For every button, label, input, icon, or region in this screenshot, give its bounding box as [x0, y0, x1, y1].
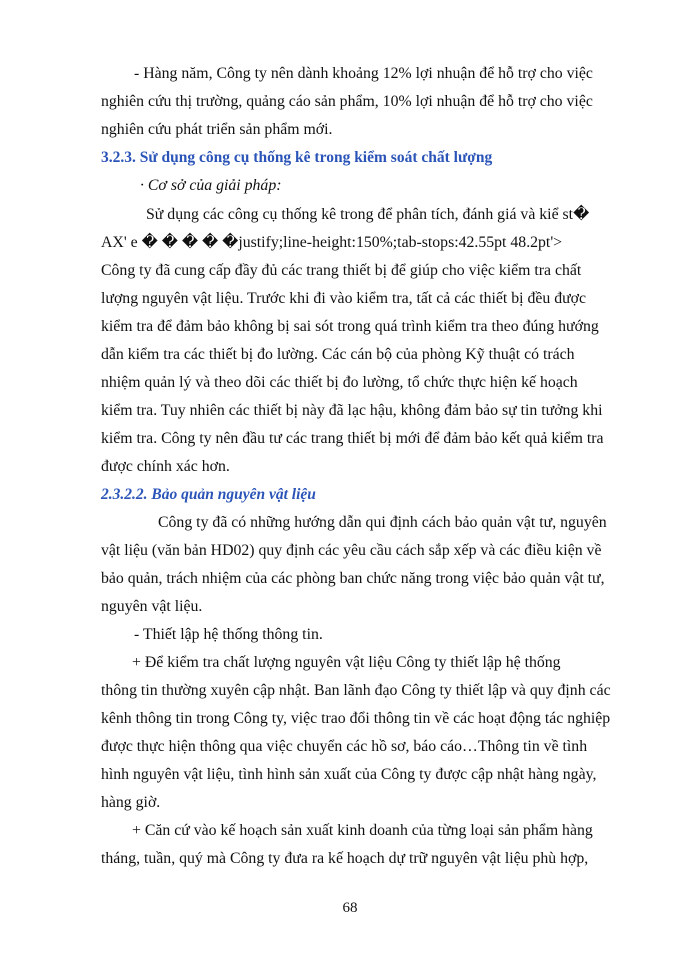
- paragraph-line: bảo quản, trách nhiệm của các phòng ban chức năng trong việc bảo quản vật tư,: [101, 570, 605, 587]
- paragraph-line: - Hàng năm, Công ty nên dành khoảng 12% lợi nhuận để hỗ trợ cho việc: [134, 65, 593, 82]
- paragraph-line: tháng, tuần, quý mà Công ty đưa ra kế hoạch dự trữ nguyên vật liệu phù hợp,: [101, 850, 589, 867]
- paragraph-line: nghiên cứu thị trường, quảng cáo sản phẩm, 10% lợi nhuận để hỗ trợ cho việc: [101, 93, 593, 110]
- paragraph-line: AX' e � � � � �justify;line-height:150%;tab-stops:42.55pt 48.2pt'>: [101, 234, 563, 251]
- paragraph-line: nghiên cứu phát triển sản phẩm mới.: [101, 121, 333, 138]
- paragraph-line: Công ty đã cung cấp đầy đủ các trang thiết bị để giúp cho việc kiểm tra chất: [101, 262, 582, 279]
- paragraph-line: vật liệu (văn bản HD02) quy định các yêu cầu cách sắp xếp và các điều kiện về: [101, 542, 602, 559]
- paragraph-line: dẫn kiểm tra các thiết bị đo lường. Các cán bộ của phòng Kỹ thuật có trách: [101, 346, 575, 363]
- paragraph-line: được chính xác hơn.: [101, 458, 230, 475]
- paragraph-line: kênh thông tin trong Công ty, việc trao đổi thông tin về các hoạt động tác nghiệp: [101, 710, 611, 727]
- paragraph-line: Công ty đã có những hướng dẫn qui định cách bảo quản vật tư, nguyên: [158, 514, 607, 531]
- section-heading: 3.2.3. Sử dụng công cụ thống kê trong kiểm soát chất lượng: [101, 149, 493, 166]
- paragraph-line: hàng giờ.: [101, 794, 161, 811]
- page-number: 68: [342, 900, 358, 916]
- paragraph-line: nhiệm quản lý và theo dõi các thiết bị đo lường, tổ chức thực hiện kế hoạch: [101, 374, 578, 391]
- paragraph-line: + Để kiểm tra chất lượng nguyên vật liệu Công ty thiết lập hệ thống: [132, 654, 561, 671]
- paragraph-line: được thực hiện thông qua việc chuyển các hồ sơ, báo cáo…Thông tin về tình: [101, 738, 588, 755]
- paragraph-line: nguyên vật liệu.: [101, 598, 203, 615]
- section-heading: 2.3.2.2. Bảo quản nguyên vật liệu: [101, 486, 316, 503]
- paragraph-line: - Thiết lập hệ thống thông tin.: [134, 626, 323, 643]
- paragraph-line: thông tin thường xuyên cập nhật. Ban lãnh đạo Công ty thiết lập và quy định các: [101, 682, 611, 699]
- subheading-line: · Cơ sở của giải pháp:: [140, 177, 282, 194]
- paragraph-line: lượng nguyên vật liệu. Trước khi đi vào kiểm tra, tất cả các thiết bị đều được: [101, 290, 587, 307]
- paragraph-line: kiểm tra để đảm bảo không bị sai sót trong quá trình kiểm tra theo đúng hướng: [101, 318, 599, 335]
- paragraph-line: hình nguyên vật liệu, tình hình sản xuất của Công ty được cập nhật hàng ngày,: [101, 766, 597, 783]
- paragraph-line: + Căn cứ vào kế hoạch sản xuất kinh doanh của từng loại sản phẩm hàng: [132, 822, 593, 839]
- paragraph-line: kiểm tra. Công ty nên đầu tư các trang thiết bị mới để đảm bảo kết quả kiểm tra: [101, 430, 604, 447]
- paragraph-line: Sử dụng các công cụ thống kê trong để phân tích, đánh giá và kiể st�: [146, 206, 590, 223]
- paragraph-line: kiểm tra. Tuy nhiên các thiết bị này đã lạc hậu, không đảm bảo sự tin tưởng khi: [101, 402, 603, 419]
